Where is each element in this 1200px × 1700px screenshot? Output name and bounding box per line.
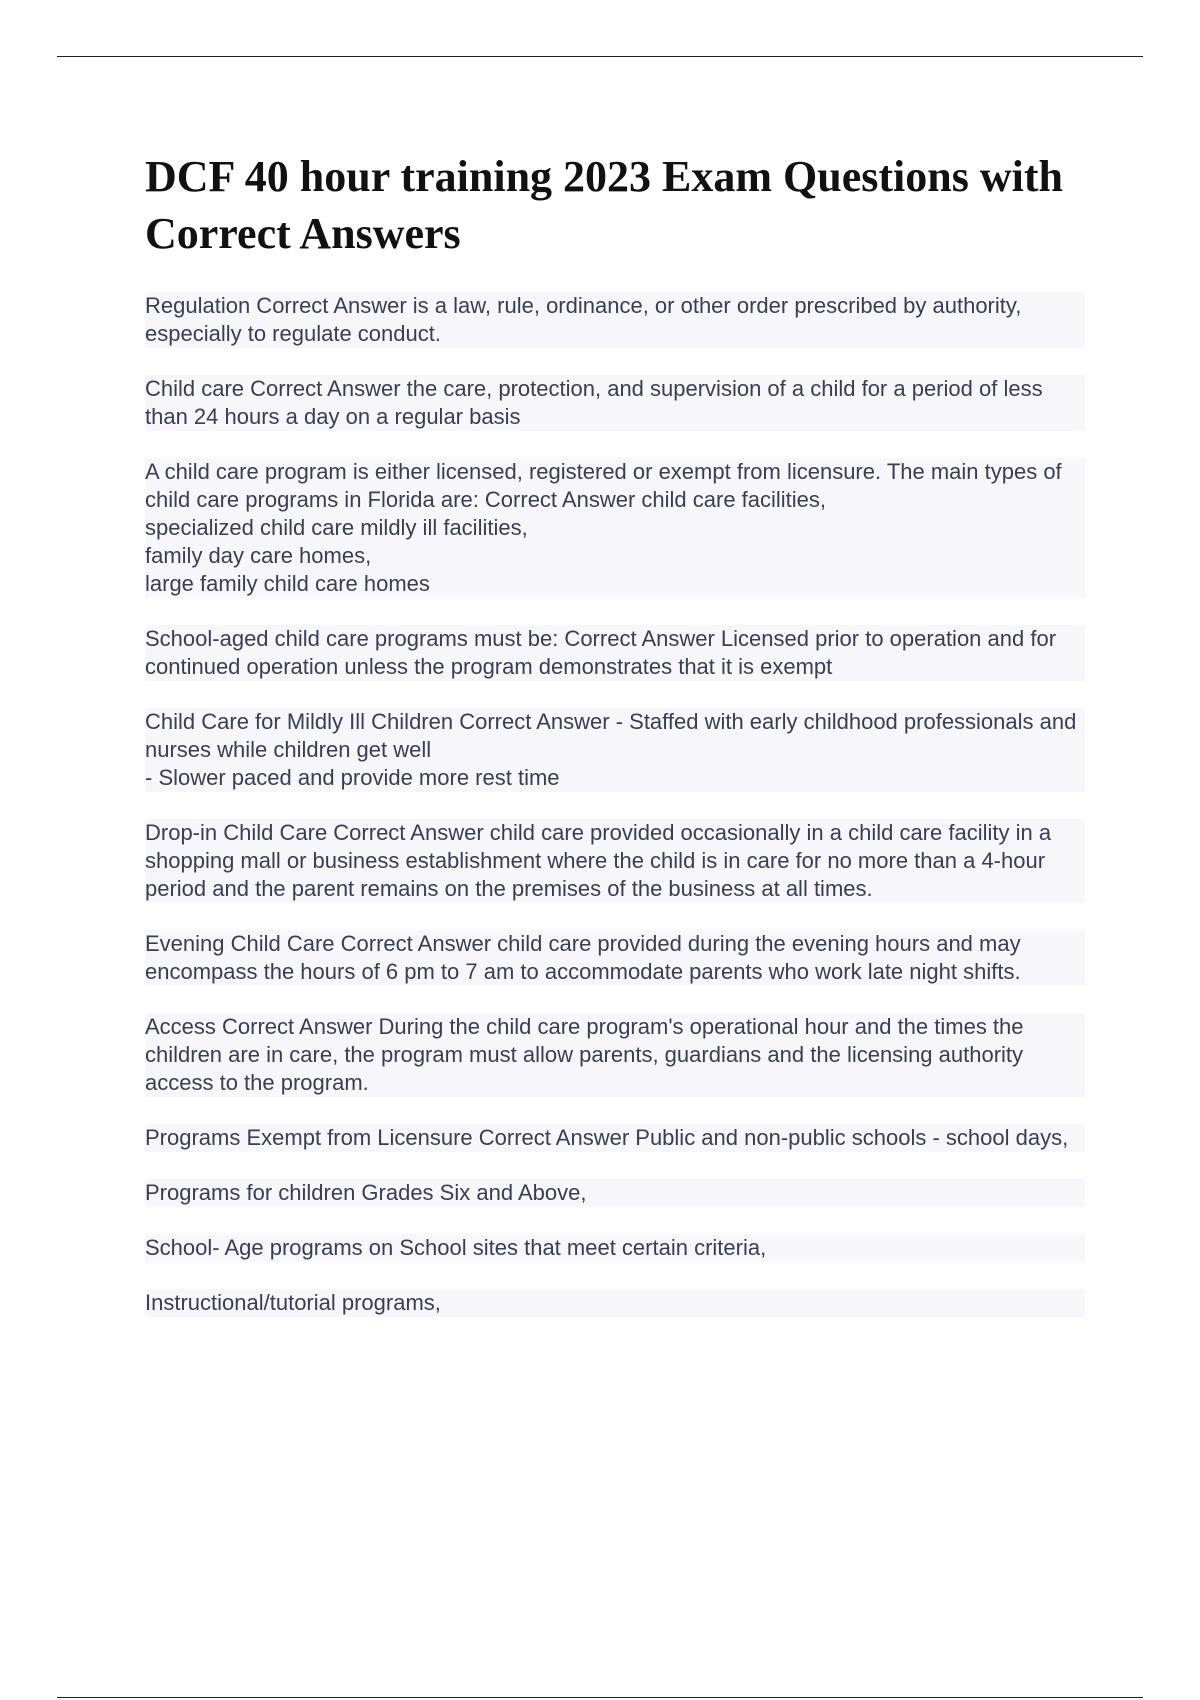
qa-entry-instructional: Instructional/tutorial programs, (145, 1289, 1085, 1317)
document-title: DCF 40 hour training 2023 Exam Questions with Correct Answers (145, 152, 1063, 258)
document-body (145, 148, 1085, 1344)
qa-entry-school-aged: School-aged child care programs must be: Correct Answer Licensed prior to operation and for continued operation unless the program demonstrates that it is exempt (145, 625, 1085, 681)
qa-entry-mildly-ill: Child Care for Mildly Ill Children Correct Answer - Staffed with early childhood professionals and nurses while children get well - Slower paced and provide more rest time (145, 708, 1085, 792)
qa-entry-school-age-sites: School- Age programs on School sites that meet certain criteria, (145, 1234, 1085, 1262)
qa-entry-evening: Evening Child Care Correct Answer child care provided during the evening hours and may encompass the hours of 6 pm to 7 am to accommodate parents who work late night shifts. (145, 930, 1085, 986)
qa-entry-access: Access Correct Answer During the child care program's operational hour and the times the children are in care, the program must allow parents, guardians and the licensing authority access to the program. (145, 1013, 1085, 1097)
qa-entry-regulation: Regulation Correct Answer is a law, rule, ordinance, or other order prescribed by authority, especially to regulate conduct. (145, 292, 1085, 348)
qa-entry-child-care: Child care Correct Answer the care, protection, and supervision of a child for a period of less than 24 hours a day on a regular basis (145, 375, 1085, 431)
top-divider (57, 56, 1143, 57)
bottom-divider (57, 1697, 1143, 1698)
qa-entry-grades-six: Programs for children Grades Six and Above, (145, 1179, 1085, 1207)
qa-entry-program-types: A child care program is either licensed, registered or exempt from licensure. The main types of child care programs in Florida are: Correct Answer child care facilities, specialized child care mildly ill facilities, family day care homes, large family child care homes (145, 458, 1085, 598)
qa-entry-exempt-programs: Programs Exempt from Licensure Correct Answer Public and non-public schools - school days, (145, 1124, 1085, 1152)
qa-entry-drop-in: Drop-in Child Care Correct Answer child care provided occasionally in a child care facility in a shopping mall or business establishment where the child is in care for no more than a 4-hour period and the parent remains on the premises of the business at all times. (145, 819, 1085, 903)
